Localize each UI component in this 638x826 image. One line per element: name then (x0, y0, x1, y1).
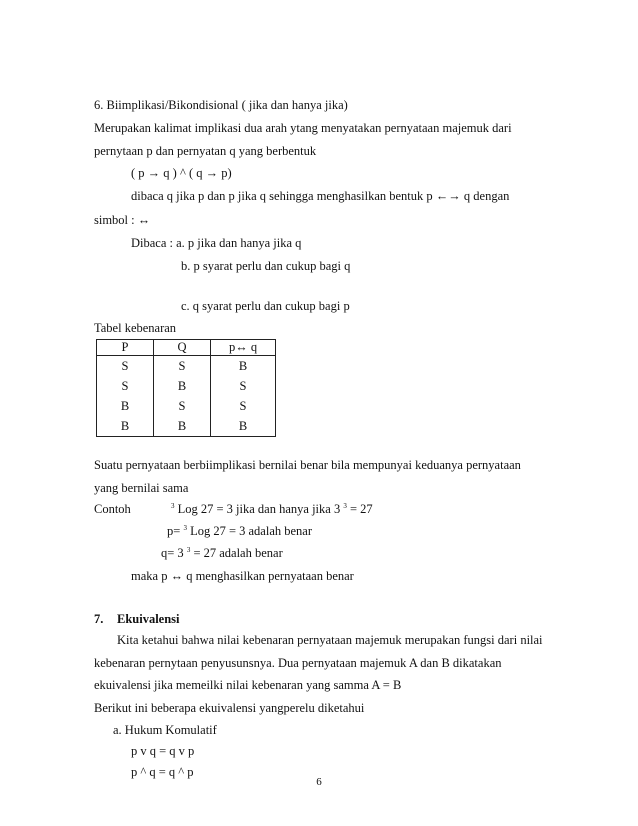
header-cell: p↔ q (211, 340, 276, 356)
table-cell: B (238, 359, 248, 373)
example-text: p= (167, 524, 184, 538)
example-text: = 27 adalah benar (190, 546, 283, 560)
formula-line: ( p → q ) ^ ( q → p) (131, 166, 232, 180)
paragraph-line: kebenaran pernytaan penyusunsnya. Dua pernyataan majemuk A dan B dikatakan (94, 656, 502, 670)
table-cell: S (239, 379, 247, 393)
paragraph-line: simbol : ↔ (94, 213, 151, 227)
law-line: p ^ q = q ^ p (131, 765, 194, 779)
table-header-row (97, 340, 276, 356)
example-text: = 27 (346, 502, 373, 516)
table-row (97, 356, 276, 377)
example-line-2 (167, 523, 312, 539)
section-7-heading: Ekuivalensi (117, 612, 180, 626)
header-cell: P (97, 340, 154, 356)
table-row (97, 416, 276, 437)
paragraph-line: Suatu pernyataan berbiimplikasi bernilai benar bila mempunyai keduanya pernyataan (94, 458, 521, 472)
superscript: 3 (183, 523, 187, 532)
table-cell: B (238, 419, 248, 433)
paragraph-line: yang bernilai sama (94, 481, 189, 495)
table-row (97, 376, 276, 396)
example-line-3 (161, 545, 283, 561)
truth-table (96, 339, 276, 437)
example-line-4: maka p ↔ q menghasilkan pernyataan benar (131, 569, 354, 583)
example-line-1 (171, 501, 373, 517)
paragraph-line: Berikut ini beberapa ekuivalensi yangperelu diketahui (94, 701, 365, 715)
paragraph-line: pernytaan p dan pernyatan q yang berbentuk (94, 144, 317, 158)
reading-c: c. q syarat perlu dan cukup bagi p (181, 299, 350, 313)
table-cell: S (154, 356, 211, 377)
table-cell: B (97, 416, 154, 437)
table-cell: B (154, 376, 211, 396)
superscript: 3 (343, 501, 347, 510)
section-7-number: 7. (94, 612, 104, 626)
paragraph-line: Merupakan kalimat implikasi dua arah ytang menyatakan pernyataan majemuk dari (94, 121, 512, 135)
table-cell: S (239, 399, 247, 413)
paragraph-line: Kita ketahui bahwa nilai kebenaran pernyataan majemuk merupakan fungsi dari nilai (117, 633, 543, 647)
reading-b: b. p syarat perlu dan cukup bagi q (181, 259, 351, 273)
table-cell: S (97, 376, 154, 396)
example-label: Contoh (94, 502, 131, 516)
paragraph-line: dibaca q jika p dan p jika q sehingga menghasilkan bentuk p ←→ q dengan (131, 189, 510, 203)
law-line: p v q = q v p (131, 744, 195, 758)
table-row (97, 396, 276, 416)
example-text: Log 27 = 3 adalah benar (186, 524, 312, 538)
reading-a: Dibaca : a. p jika dan hanya jika q (131, 236, 302, 250)
superscript: 3 (186, 545, 191, 554)
table-cell: S (154, 396, 211, 416)
table-title: Tabel kebenaran (94, 321, 177, 335)
header-cell: Q (154, 340, 211, 356)
table-cell: B (154, 416, 211, 437)
example-text: Log 27 = 3 jika dan hanya jika 3 (174, 502, 344, 516)
superscript: 3 (171, 501, 175, 510)
list-item-a: a. Hukum Komulatif (113, 723, 217, 737)
table-cell: S (97, 356, 154, 377)
table-cell: B (97, 396, 154, 416)
paragraph-line: ekuivalensi jika memeilki nilai kebenaran yang samma A = B (94, 678, 402, 692)
section-6-heading: 6. Biimplikasi/Bikondisional ( jika dan hanya jika) (94, 98, 348, 112)
example-text: q= 3 (161, 546, 187, 560)
page-number: 6 (316, 776, 322, 788)
